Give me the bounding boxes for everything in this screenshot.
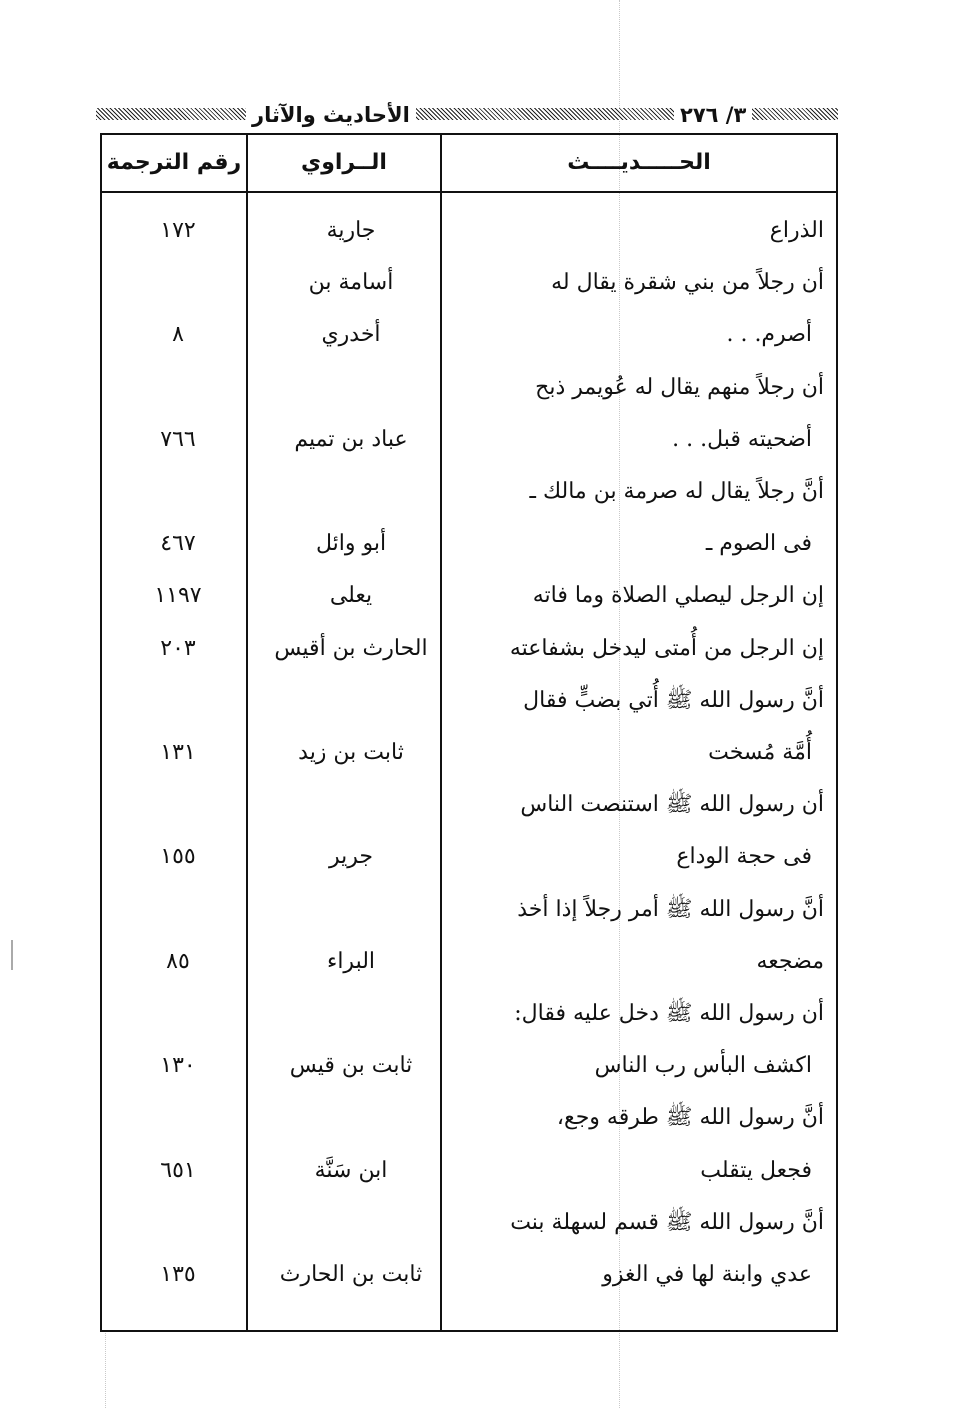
hadith-text: فجعل يتقلب (700, 1157, 812, 1183)
translation-number (110, 466, 246, 518)
table-row (102, 727, 836, 779)
translation-number: ٢٠٣ (160, 635, 196, 661)
hadith-text: الذراع (769, 218, 824, 243)
table-row (102, 779, 836, 831)
narrator-name: أبو وائل (315, 531, 387, 557)
translation-number (110, 779, 246, 831)
narrator-name: جارية (326, 218, 376, 243)
column-header-hadith: الحـــــديــــث (567, 150, 711, 175)
translation-number: ١٣٥ (160, 1262, 196, 1287)
hadith-text: إن الرجل من أُمتى ليدخل بشفاعته (509, 635, 824, 661)
hadith-text: أنَّ رسول الله ﷺ أمر رجلاً إذا أخذ (517, 896, 824, 922)
hadith-text: مضجعه (756, 948, 824, 974)
table-row (102, 1249, 836, 1301)
column-header-translation-number: رقم الترجمة (106, 150, 242, 175)
narrator-name: يعلى (329, 583, 373, 609)
hadith-text: أن رجلاً من بني شقرة يقال له (551, 270, 824, 296)
hadith-text: فى حجة الوداع (676, 844, 812, 870)
table-row (102, 884, 836, 936)
table-row (102, 831, 836, 883)
hadith-text: أن رسول الله ﷺ دخل عليه فقال: (514, 1001, 824, 1026)
translation-number: ١٥٥ (160, 844, 196, 870)
table-row (102, 205, 836, 257)
narrator-name: ثابت بن قيس (289, 1053, 413, 1079)
narrator-name (254, 779, 448, 831)
narrator-name: البراء (326, 948, 376, 974)
translation-number (110, 988, 246, 1040)
narrator-name (254, 988, 448, 1040)
page-reference: ٣/ ٢٧٦ (674, 100, 752, 130)
narrator-name: أسامة بن (308, 270, 394, 296)
translation-number (110, 362, 246, 414)
header-separator (102, 191, 836, 193)
translation-number (110, 675, 246, 727)
hadith-text: أنَّ رسول الله ﷺ طرقه وجع، (556, 1105, 824, 1131)
running-header (96, 100, 838, 130)
narrator-name: أخدري (321, 322, 381, 348)
table-row (102, 1040, 836, 1092)
narrator-name: ثابت بن زيد (298, 740, 404, 765)
narrator-name: الحارث بن أقيس (274, 635, 428, 661)
translation-number: ١٧٢ (160, 218, 196, 243)
narrator-name (254, 466, 448, 518)
translation-number: ١٣٠ (160, 1053, 196, 1079)
translation-number: ٧٦٦ (160, 426, 196, 452)
table-row (102, 988, 836, 1040)
translation-number: ٨ (172, 322, 184, 348)
hadith-text: أصرم. . . (726, 322, 812, 348)
table-row (102, 309, 836, 361)
scan-artifact-line (105, 1330, 106, 1408)
hadith-text: أن رسول الله ﷺ استنصت الناس (520, 792, 824, 818)
table-row (102, 570, 836, 622)
table-row (102, 1145, 836, 1197)
column-header-narrator: الــراوي (301, 150, 387, 175)
translation-number: ٦٥١ (160, 1157, 196, 1183)
translation-number: ١٣١ (160, 740, 196, 765)
table-row (102, 518, 836, 570)
narrator-name: ثابت بن الحارث (279, 1262, 423, 1287)
hadith-text: أنَّ رجلاً يقال له صرمة بن مالك ـ (529, 479, 824, 504)
hadith-index-table (100, 133, 838, 1332)
translation-number (110, 257, 246, 309)
narrator-name: جرير (329, 844, 373, 870)
narrator-name (254, 1197, 448, 1249)
hadith-text: أُمَّة مُسخت (708, 740, 812, 765)
hadith-text: إن الرجل ليصلي الصلاة وما فاته (532, 583, 824, 609)
narrator-name: عباد بن تميم (294, 426, 408, 452)
table-row (102, 675, 836, 727)
table-row (102, 257, 836, 309)
hadith-text: أضحيته قبل. . . (672, 426, 812, 452)
table-row (102, 1092, 836, 1144)
table-row (102, 362, 836, 414)
section-title: الأحاديث والآثار (246, 100, 416, 130)
translation-number (110, 884, 246, 936)
hadith-text: أنَّ رسول الله ﷺ أُتي بضبٍّ فقال (523, 687, 824, 713)
narrator-name (254, 884, 448, 936)
translation-number: ٤٦٧ (160, 531, 196, 557)
translation-number: ٨٥ (166, 948, 190, 974)
narrator-name (254, 675, 448, 727)
table-row (102, 1197, 836, 1249)
hadith-text: أنَّ رسول الله ﷺ قسم لسهلة بنت (510, 1209, 824, 1235)
translation-number (110, 1197, 246, 1249)
narrator-name: ابن سَنَّة (314, 1157, 388, 1183)
table-row (102, 466, 836, 518)
scan-artifact-line (11, 940, 13, 970)
hadith-text: عدي وابنة لها في الغزو (602, 1262, 812, 1287)
narrator-name (254, 1092, 448, 1144)
table-row (102, 623, 836, 675)
translation-number: ١١٩٧ (154, 583, 202, 609)
table-row (102, 936, 836, 988)
table-row (102, 414, 836, 466)
translation-number (110, 1092, 246, 1144)
hadith-text: فى الصوم ـ (705, 531, 812, 557)
hadith-text: أن رجلاً منهم يقال له عُويمر ذبح (535, 374, 824, 400)
narrator-name (254, 362, 448, 414)
hadith-text: اكشف البأس رب الناس (594, 1053, 812, 1079)
